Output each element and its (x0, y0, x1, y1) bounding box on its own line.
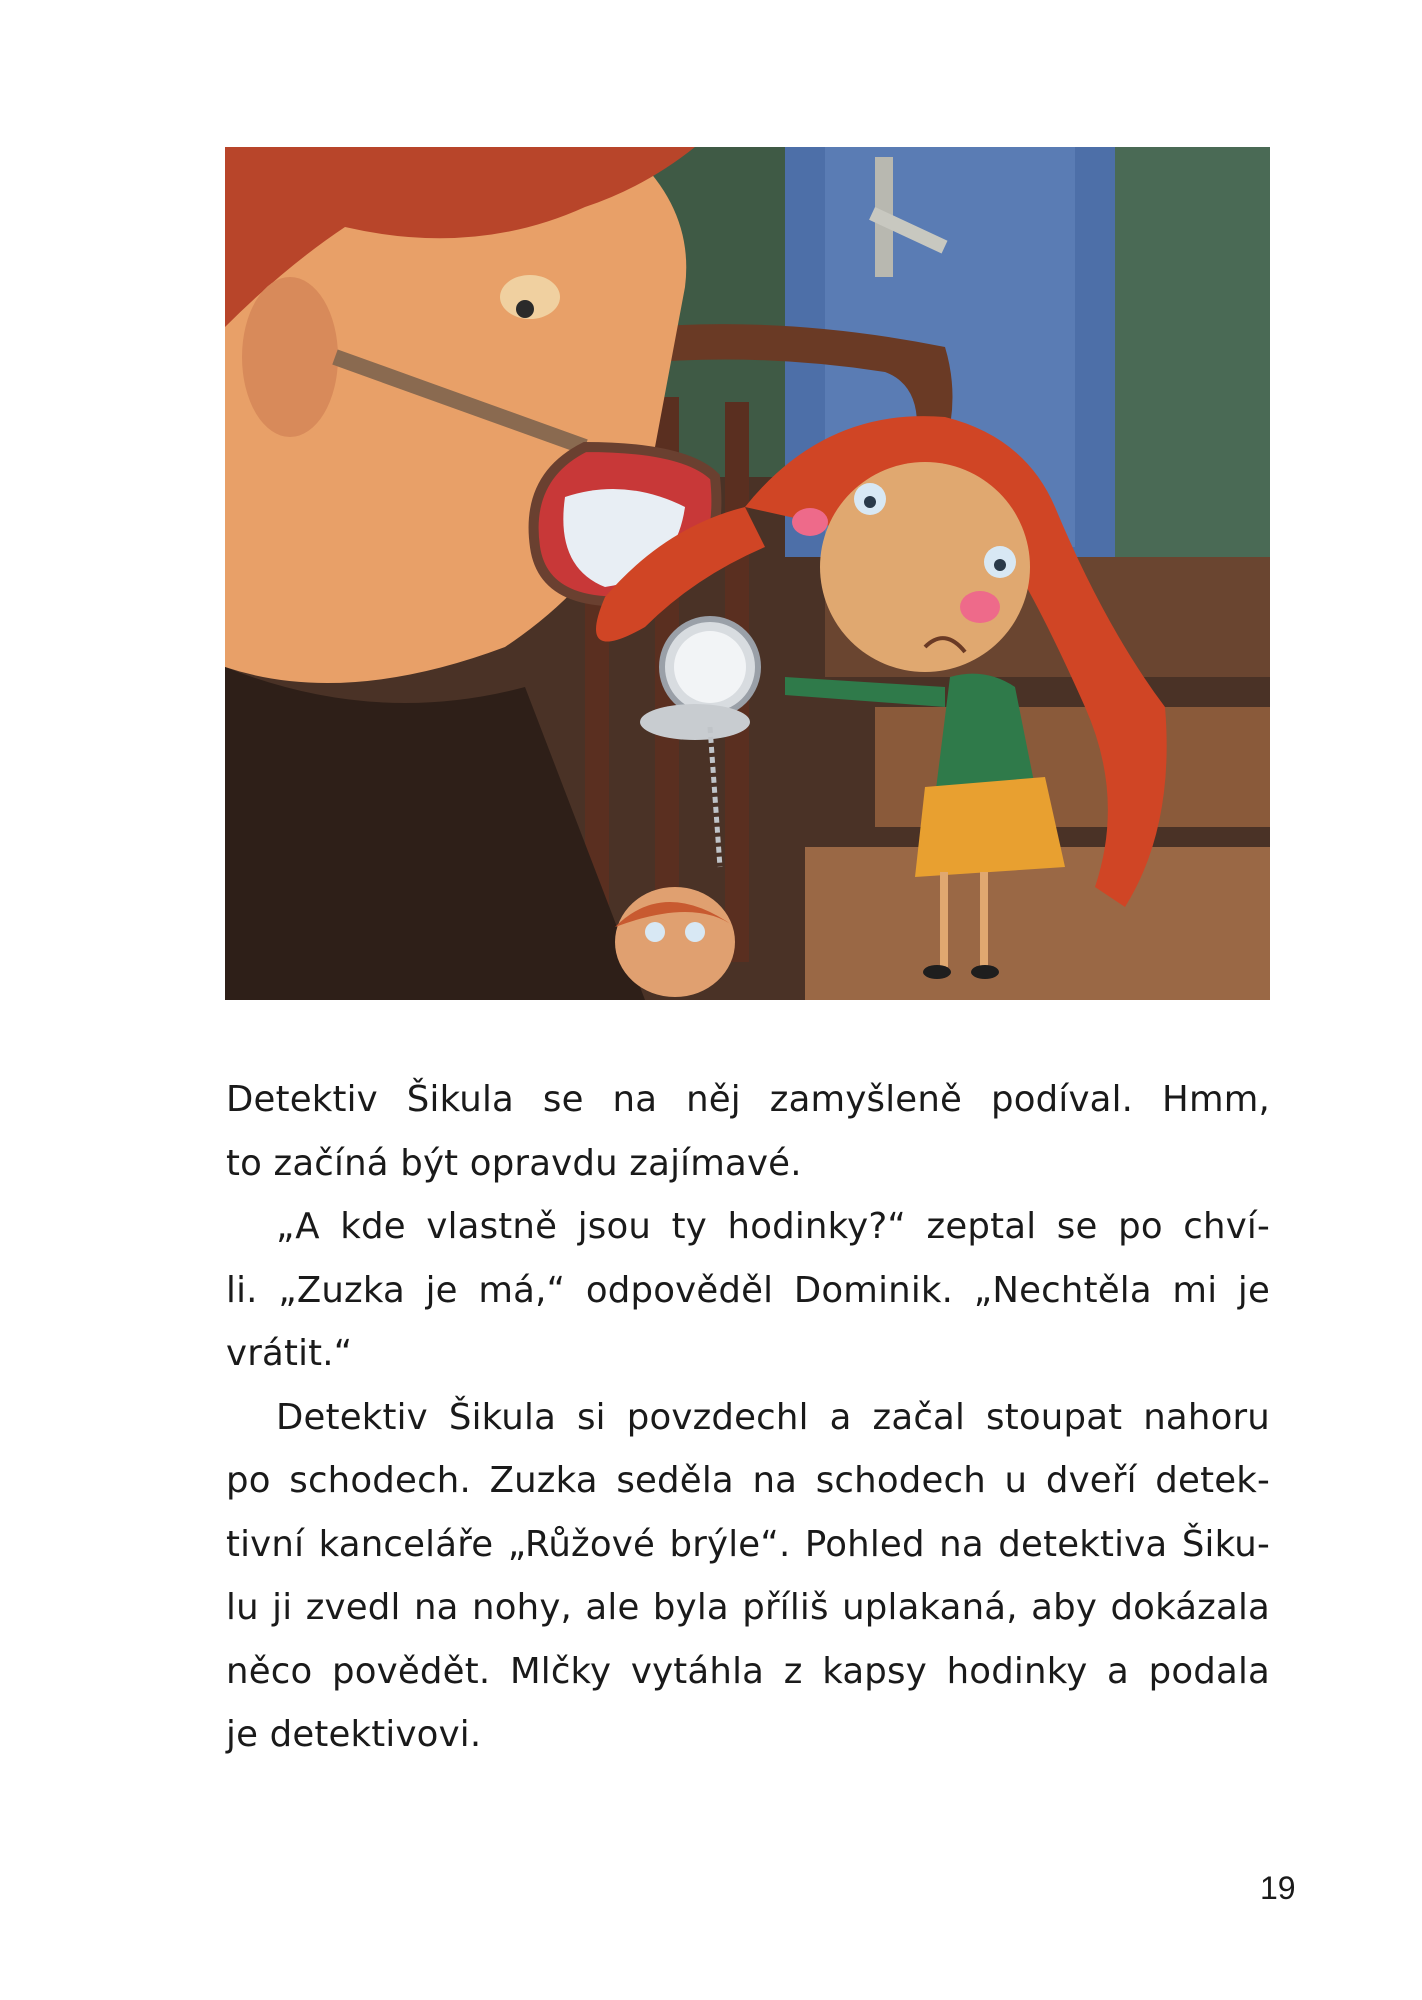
story-illustration (225, 147, 1270, 1000)
story-line: vrátit.“ (226, 1333, 353, 1374)
story-line: něco povědět. Mlčky vytáhla z kapsy hodinky a podala (226, 1650, 1270, 1692)
story-line: to začíná být opravdu zajímavé. (226, 1142, 802, 1184)
story-text (226, 1068, 1270, 1767)
illustration-detective-and-girl (225, 147, 1270, 1000)
story-line: po schodech. Zuzka seděla na schodech u dveří detek- (226, 1460, 1270, 1501)
story-line: lu ji zvedl na nohy, ale byla příliš uplakaná, aby dokázala (226, 1587, 1270, 1628)
story-line: li. „Zuzka je má,“ odpověděl Dominik. „Nechtěla mi je (226, 1269, 1270, 1311)
story-line: „A kde vlastně jsou ty hodinky?“ zeptal se po chví- (276, 1206, 1270, 1247)
story-line: Detektiv Šikula si povzdechl a začal stoupat nahoru (276, 1396, 1270, 1438)
story-line: tivní kanceláře „Růžové brýle“. Pohled na detektiva Šiku- (226, 1523, 1270, 1565)
story-line: je detektivovi. (226, 1714, 482, 1755)
story-line: Detektiv Šikula se na něj zamyšleně podíval. Hmm, (226, 1079, 1270, 1120)
page-number: 19 (1260, 1870, 1296, 1906)
